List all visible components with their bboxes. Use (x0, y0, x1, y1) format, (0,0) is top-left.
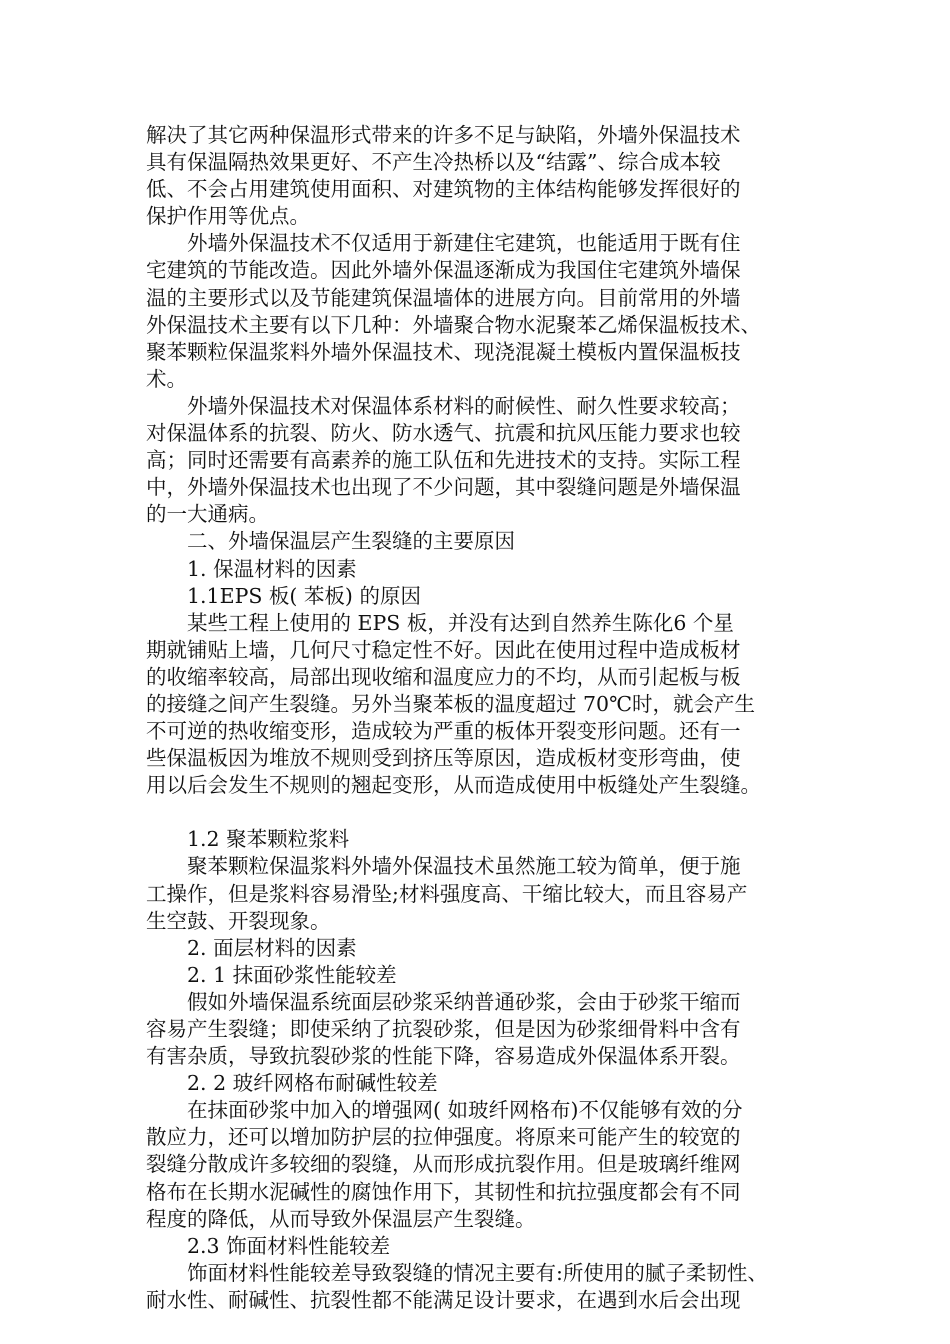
text-line: 聚苯颗粒保温浆料外墙外保温技术、现浇混凝土模板内置保温板技 (146, 339, 741, 364)
text-line: 外墙外保温技术对保温体系材料的耐候性、耐久性要求较高； (146, 393, 741, 418)
text-line: 的一大通病。 (146, 502, 269, 527)
text-line: 低、不会占用建筑使用面积、对建筑物的主体结构能够发挥很好的 (146, 177, 741, 202)
text-line: 二、外墙保温层产生裂缝的主要原因 (146, 529, 515, 554)
text-line: 耐水性、耐碱性、抗裂性都不能满足设计要求，在遇到水后会出现 (146, 1287, 741, 1312)
text-line: 工操作，但是浆料容易滑坠;材料强度高、干缩比较大，而且容易产 (146, 881, 748, 906)
text-line: 的接缝之间产生裂缝。另外当聚苯板的温度超过 70℃时，就会产生 (146, 691, 756, 716)
text-line: 温的主要形式以及节能建筑保温墙体的进展方向。目前常用的外墙 (146, 285, 741, 310)
text-line: 2. 面层材料的因素 (146, 935, 357, 960)
text-line: 1.1EPS 板( 苯板) 的原因 (146, 583, 421, 608)
text-line: 生空鼓、开裂现象。 (146, 908, 331, 933)
text-line: 程度的降低，从而导致外保温层产生裂缝。 (146, 1206, 536, 1231)
text-line: 聚苯颗粒保温浆料外墙外保温技术虽然施工较为简单，便于施 (146, 854, 741, 879)
document-body (146, 122, 816, 1314)
text-line: 2.3 饰面材料性能较差 (146, 1233, 391, 1258)
text-line: 期就铺贴上墙，几何尺寸稳定性不好。因此在使用过程中造成板材 (146, 637, 741, 662)
text-line: 不可逆的热收缩变形，造成较为严重的板体开裂变形问题。还有一 (146, 719, 741, 744)
text-line: 1. 保温材料的因素 (146, 556, 357, 581)
text-line: 裂缝分散成许多较细的裂缝，从而形成抗裂作用。但是玻璃纤维网 (146, 1152, 741, 1177)
text-line: 饰面材料性能较差导致裂缝的情况主要有:所使用的腻子柔韧性、 (146, 1260, 768, 1285)
text-line: 某些工程上使用的 EPS 板，并没有达到自然养生陈化6 个星 (146, 610, 734, 635)
text-line: 解决了其它两种保温形式带来的许多不足与缺陷，外墙外保温技术 (146, 123, 741, 147)
text-line: 具有保温隔热效果更好、不产生冷热桥以及“结露”、综合成本较 (146, 150, 721, 175)
blank-line (146, 799, 816, 826)
text-line: 用以后会发生不规则的翘起变形，从而造成使用中板缝处产生裂缝。 (146, 773, 761, 798)
text-line: 容易产生裂缝；即使采纳了抗裂砂浆，但是因为砂浆细骨料中含有 (146, 1017, 741, 1041)
text-line: 格布在长期水泥碱性的腐蚀作用下，其韧性和抗拉强度都会有不同 (146, 1179, 741, 1204)
text-line: 高；同时还需要有高素养的施工队伍和先进技术的支持。实际工程 (146, 448, 741, 473)
text-line: 的收缩率较高，局部出现收缩和温度应力的不均，从而引起板与板 (146, 664, 741, 689)
text-line: 术。 (146, 366, 187, 391)
text-line: 假如外墙保温系统面层砂浆采纳普通砂浆，会由于砂浆干缩而 (146, 989, 741, 1014)
text-line: 2. 1 抹面砂浆性能较差 (146, 962, 397, 987)
text-line: 外保温技术主要有以下几种：外墙聚合物水泥聚苯乙烯保温板技术、 (146, 312, 761, 337)
text-line: 中，外墙外保温技术也出现了不少问题，其中裂缝问题是外墙保温 (146, 475, 741, 500)
text-line: 2. 2 玻纤网格布耐碱性较差 (146, 1071, 438, 1096)
text-line: 外墙外保温技术不仅适用于新建住宅建筑，也能适用于既有住 (146, 231, 741, 256)
text-line: 散应力，还可以增加防护层的拉伸强度。将原来可能产生的较宽的 (146, 1125, 741, 1150)
text-line: 对保温体系的抗裂、防火、防水透气、抗震和抗风压能力要求也较 (146, 421, 741, 446)
text-line: 保护作用等优点。 (146, 204, 310, 229)
text-line: 1.2 聚苯颗粒浆料 (146, 827, 350, 852)
text-line: 宅建筑的节能改造。因此外墙外保温逐渐成为我国住宅建筑外墙保 (146, 258, 741, 283)
text-line: 有害杂质，导致抗裂砂浆的性能下降，容易造成外保温体系开裂。 (146, 1044, 741, 1069)
text-line: 些保温板因为堆放不规则受到挤压等原因，造成板材变形弯曲，使 (146, 746, 741, 771)
text-line: 在抹面砂浆中加入的增强网( 如玻纤网格布)不仅能够有效的分 (146, 1098, 743, 1123)
